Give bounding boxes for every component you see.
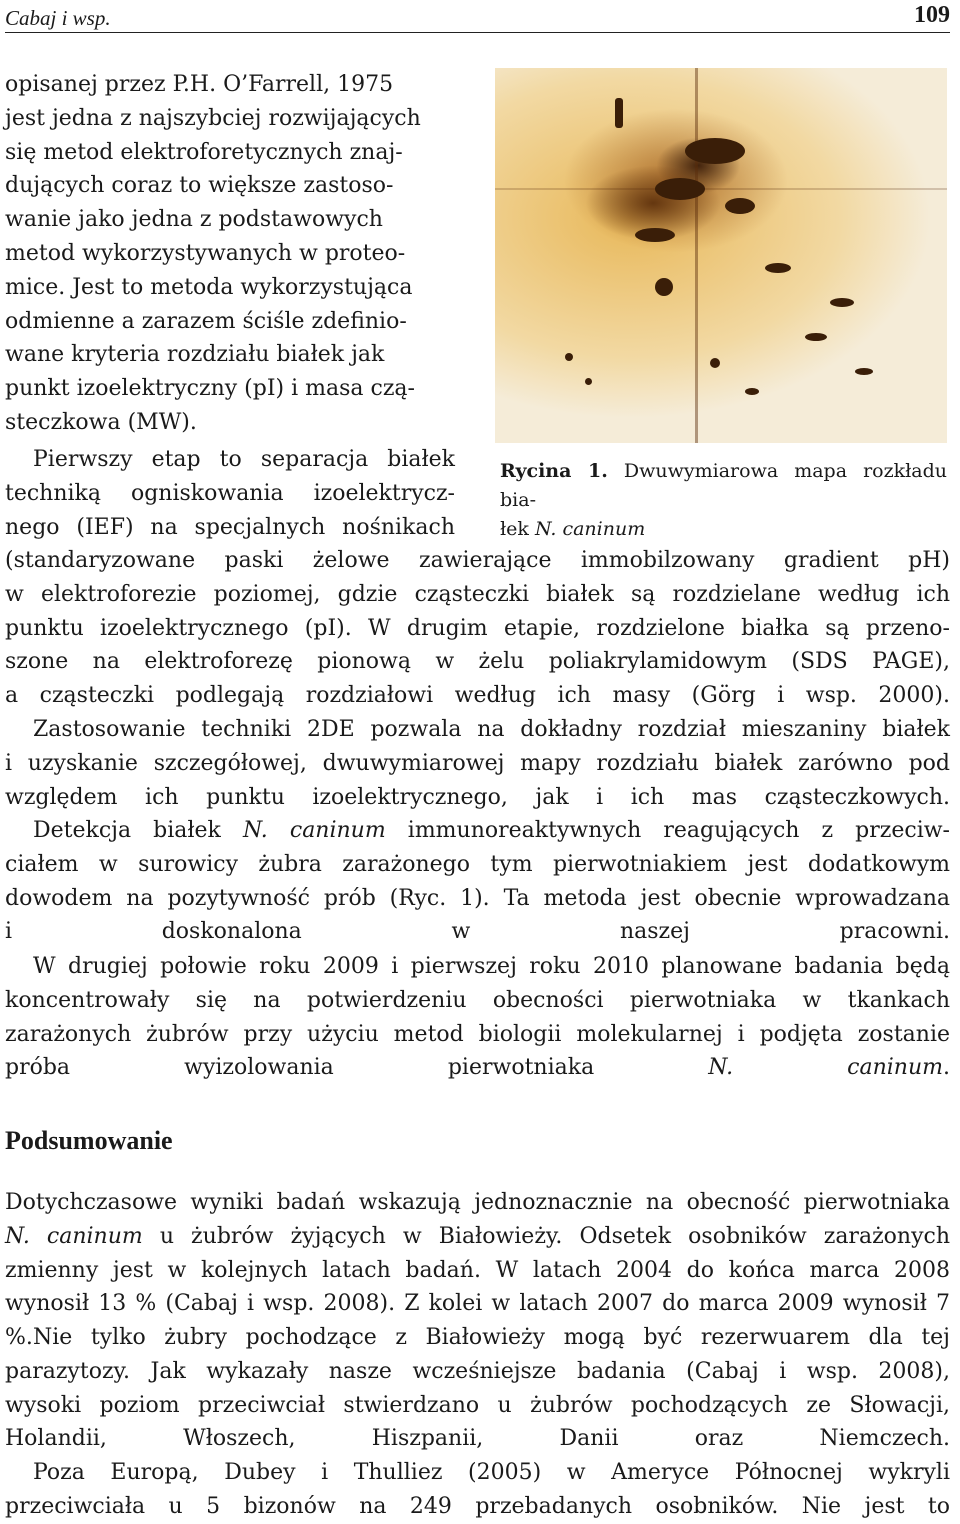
summary-1-rest: u żubrów żyjących w Białowieży. Odsetek osobników zarażonych zmienny jest w kolejnych latach badań. W latach 2004 do końca marca 2008 wynosił 13 % (Cabaj i wsp. 2008). Z kolei w latach 2007 do marca 2009 wynosił 7 %. — [5, 1223, 950, 1351]
section-heading-summary: Podsumowanie — [5, 1126, 173, 1155]
detection-rest: immunoreaktywnych reagujących z przeciw- ciałem w surowicy żubra zarażonego tym pierwotniakiem jest dodatkowym dowodem na pozytywność prób (Ryc. 1). Ta metoda jest obecnie wprowadzana i doskonalona w naszej pracowni. — [5, 818, 950, 945]
gel-spot — [585, 378, 592, 385]
detection-paragraph — [5, 814, 950, 949]
technique-paragraph: Zastosowanie techniki 2DE pozwala na dokładny rozdział mieszaniny białek i uzyskanie szczegółowej, dwuwymiarowej mapy rozdziału białek zarówno pod względem ich punktu izoelektrycznego, jak i ich mas cząsteczkowych. — [5, 717, 950, 810]
plans-end: . — [943, 1055, 951, 1081]
gel-spot — [725, 198, 755, 214]
gel-streak — [695, 68, 698, 443]
summary-1-line1: Dotychczasowe wyniki badań wskazują jednoznacznie na obecność pierwotniaka — [5, 1190, 950, 1215]
page-number: 109 — [914, 2, 950, 28]
figure-2d-gel-image — [495, 68, 947, 443]
gel-spot — [615, 98, 623, 128]
gel-spot — [685, 138, 745, 164]
gel-spot — [855, 368, 873, 375]
gel-spot — [765, 263, 791, 273]
species-name: N. caninum — [242, 818, 386, 843]
figure-label: Rycina 1. — [500, 460, 608, 482]
gel-spot — [805, 333, 827, 341]
gel-spot — [745, 388, 759, 395]
gel-spot — [710, 358, 720, 368]
detection-lead: Detekcja białek — [33, 818, 243, 843]
figure-caption — [500, 457, 947, 544]
summary-paragraph-3: Poza Europą, Dubey i Thulliez (2005) w Ameryce Północnej wykryli przeciwciała u 5 bizonów na 249 przebadanych osobników. Nie jest to — [5, 1460, 950, 1519]
first-stage-paragraph-wide: (standaryzowane paski żelowe zawierające immobilzowany gradient pH) w elektroforezie poziomej, gdzie cząsteczki białek są rozdzielane według ich punktu izoelektrycznego (pI). W drugim etapie, rozdzielone białka są przeno- szone na elektroforezę pionową w żelu poliakrylamidowym (SDS PAGE), a cząsteczki podlegają rozdziałowi według ich masy (Görg i wsp. 2000). — [5, 548, 950, 709]
gel-spot — [830, 298, 854, 307]
species-name: N. caninum — [534, 518, 646, 540]
running-head — [5, 2, 950, 33]
gel-spot — [565, 353, 573, 361]
species-name: N. caninum — [5, 1223, 143, 1249]
plans-text: W drugiej połowie roku 2009 i pierwszej roku 2010 planowane badania będą koncentrowały się na potwierdzeniu obecności pierwotniaka w tkankach zarażonych żubrów przy użyciu metod biologii molekularnej i podjęta zostanie próba wyizolowania pierwotniaka — [5, 954, 950, 1081]
gel-streak — [495, 188, 947, 190]
figure-caption-text: Dwuwymiarowa mapa rozkładu bia- łek — [500, 460, 947, 540]
plans-paragraph — [5, 950, 950, 1085]
species-name: N. caninum — [708, 1055, 944, 1081]
first-stage-paragraph-narrow: Pierwszy etap to separacja białek techniką ogniskowania izoelektrycz- nego (IEF) na specjalnych nośnikach — [5, 447, 455, 540]
summary-paragraph-2: Nie tylko żubry pochodzące z Białowieży mogą być rezerwuarem dla tej parazytozy. Jak wykazały nasze wcześniejsze badania (Cabaj i wsp. 2008), wysoki poziom przeciwciał stwierdzano u żubrów pochodzących ze Słowacji, Holandii, Włoszech, Hiszpanii, Danii oraz Niemczech. — [5, 1325, 950, 1452]
intro-paragraph: opisanej przez P.H. O’Farrell, 1975 jest jedna z najszybciej rozwijających się metod elektroforetycznych znaj- dujących coraz to większe zastoso- wanie jako jedna z podstawowych metod wykorzystywanych w proteo- mice. Jest to metoda wykorzystująca odmienne a zarazem ściśle zdefinio- wane kryteria rozdziału białek jak punkt izoelektryczny (pI) i masa czą- steczkowa (MW). — [5, 72, 421, 435]
gel-spot — [635, 228, 675, 242]
running-head-authors: Cabaj i wsp. — [5, 6, 111, 30]
gel-spot — [655, 278, 673, 296]
gel-spot — [655, 178, 705, 200]
